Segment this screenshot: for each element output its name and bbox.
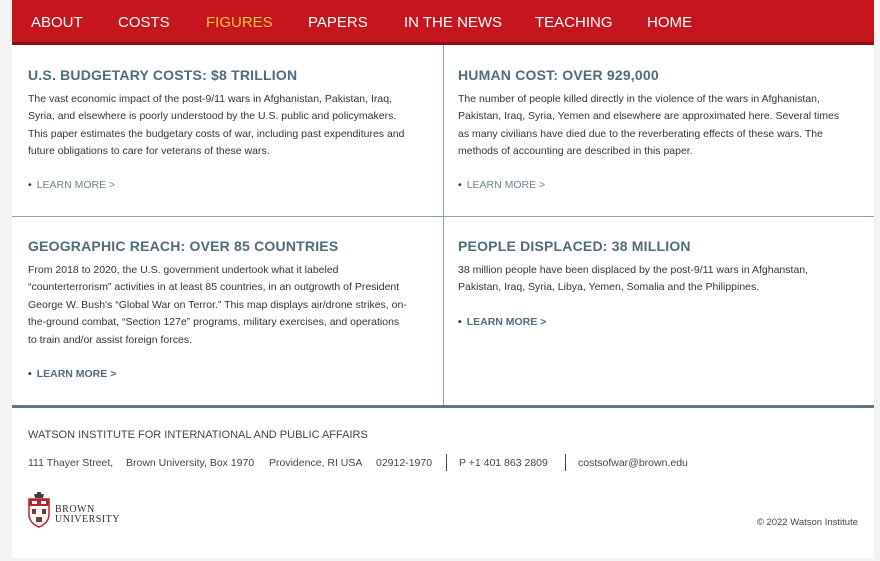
address-city: Providence, RI USA	[269, 457, 363, 469]
bullet-icon: •	[28, 368, 32, 380]
card-line: The number of people killed directly in the violence of the wars in Afghanistan,	[458, 93, 820, 105]
nav-teaching[interactable]: TEACHING	[535, 14, 613, 31]
card-line: future obligations to care for veterans of these wars.	[28, 145, 270, 158]
brown-university-logo[interactable]	[28, 492, 148, 530]
learn-more-item	[458, 179, 545, 191]
card-line: 38 million people have been displaced by the post-9/11 wars in Afghanstan,	[458, 264, 809, 276]
bullet-icon: •	[28, 179, 32, 191]
address-zip: 02912-1970	[376, 457, 433, 469]
card-description	[28, 91, 404, 161]
card-people-displaced	[458, 238, 858, 348]
learn-more-link[interactable]: LEARN MORE >	[466, 179, 546, 191]
card-description	[28, 262, 407, 349]
learn-more-item	[458, 316, 546, 328]
footer-separator	[446, 454, 447, 471]
card-geographic-reach	[28, 238, 428, 388]
learn-more-item	[28, 179, 115, 191]
card-line: The vast economic impact of the post-9/11 wars in Afghanistan, Pakistan, Iraq,	[28, 93, 392, 105]
top-nav	[12, 0, 874, 45]
logo-text-line: BROWN	[55, 504, 95, 515]
card-description	[458, 262, 808, 297]
page	[12, 0, 874, 558]
card-line: From 2018 to 2020, the U.S. government undertook what it labeled	[28, 264, 339, 276]
copyright: © 2022 Watson Institute	[756, 517, 858, 528]
bullet-icon: •	[458, 316, 462, 328]
card-description	[458, 91, 839, 161]
card-line: Pakistan, Iraq, Syria, Libya, Yemen, Somalia and the Philippines.	[458, 281, 760, 294]
nav-costs[interactable]: COSTS	[118, 14, 170, 31]
address-university: Brown University, Box 1970	[126, 457, 255, 469]
logo-text-line: UNIVERSITY	[55, 514, 120, 525]
card-line: This paper estimates the budgetary costs of war, including past expenditures and	[28, 127, 405, 140]
nav-papers[interactable]: PAPERS	[308, 14, 368, 31]
card-line: Pakistan, Iraq, Syria, Yemen and elsewhere are approximated here. Several times	[458, 110, 840, 123]
institute-name: WATSON INSTITUTE FOR INTERNATIONAL AND PUBLIC AFFAIRS	[28, 429, 368, 441]
nav-about[interactable]: ABOUT	[31, 14, 83, 31]
card-line: Syria, and elsewhere is poorly understood by the U.S. public and policymakers.	[28, 110, 397, 123]
shield-icon	[28, 492, 50, 528]
card-title[interactable]: U.S. BUDGETARY COSTS: $8 TRILLION	[28, 67, 298, 83]
card-title[interactable]: HUMAN COST: OVER 929,000	[458, 67, 659, 83]
learn-more-link[interactable]: LEARN MORE >	[36, 179, 116, 191]
learn-more-link[interactable]: LEARN MORE >	[36, 368, 117, 380]
address-street: 111 Thayer Street,	[28, 457, 114, 469]
column-divider	[443, 45, 444, 405]
logo-text	[55, 505, 120, 525]
card-line: as many civilians have died due to the reverberating effects of these wars. The	[458, 127, 823, 140]
nav-in-the-news[interactable]: IN THE NEWS	[404, 14, 503, 31]
card-line: to train and/or assist foreign forces.	[28, 333, 192, 346]
card-budgetary-costs	[28, 67, 428, 197]
nav-home[interactable]: HOME	[647, 14, 692, 31]
card-title[interactable]: PEOPLE DISPLACED: 38 MILLION	[458, 238, 691, 254]
card-line: “counterterrorism” activities in at least 85 countries, in an outgrowth of President	[28, 281, 400, 294]
learn-more-link[interactable]: LEARN MORE >	[466, 316, 547, 328]
card-line: George W. Bush's “Global War on Terror.” This map displays air/drone strikes, on-	[28, 298, 407, 311]
card-title[interactable]: GEOGRAPHIC REACH: OVER 85 COUNTRIES	[28, 238, 339, 254]
card-line: methods of accounting are described in this paper.	[458, 145, 693, 158]
nav-figures[interactable]: FIGURES	[206, 14, 273, 31]
learn-more-item	[28, 368, 116, 380]
footer-divider	[12, 405, 874, 408]
email-link[interactable]: costsofwar@brown.edu	[578, 457, 688, 469]
card-line: the-ground combat, “Section 127e” programs, military exercises, and operations	[28, 316, 400, 329]
bullet-icon: •	[458, 179, 462, 191]
phone-number: P +1 401 863 2809	[459, 457, 548, 469]
card-human-cost	[458, 67, 858, 197]
footer-separator	[565, 454, 566, 471]
